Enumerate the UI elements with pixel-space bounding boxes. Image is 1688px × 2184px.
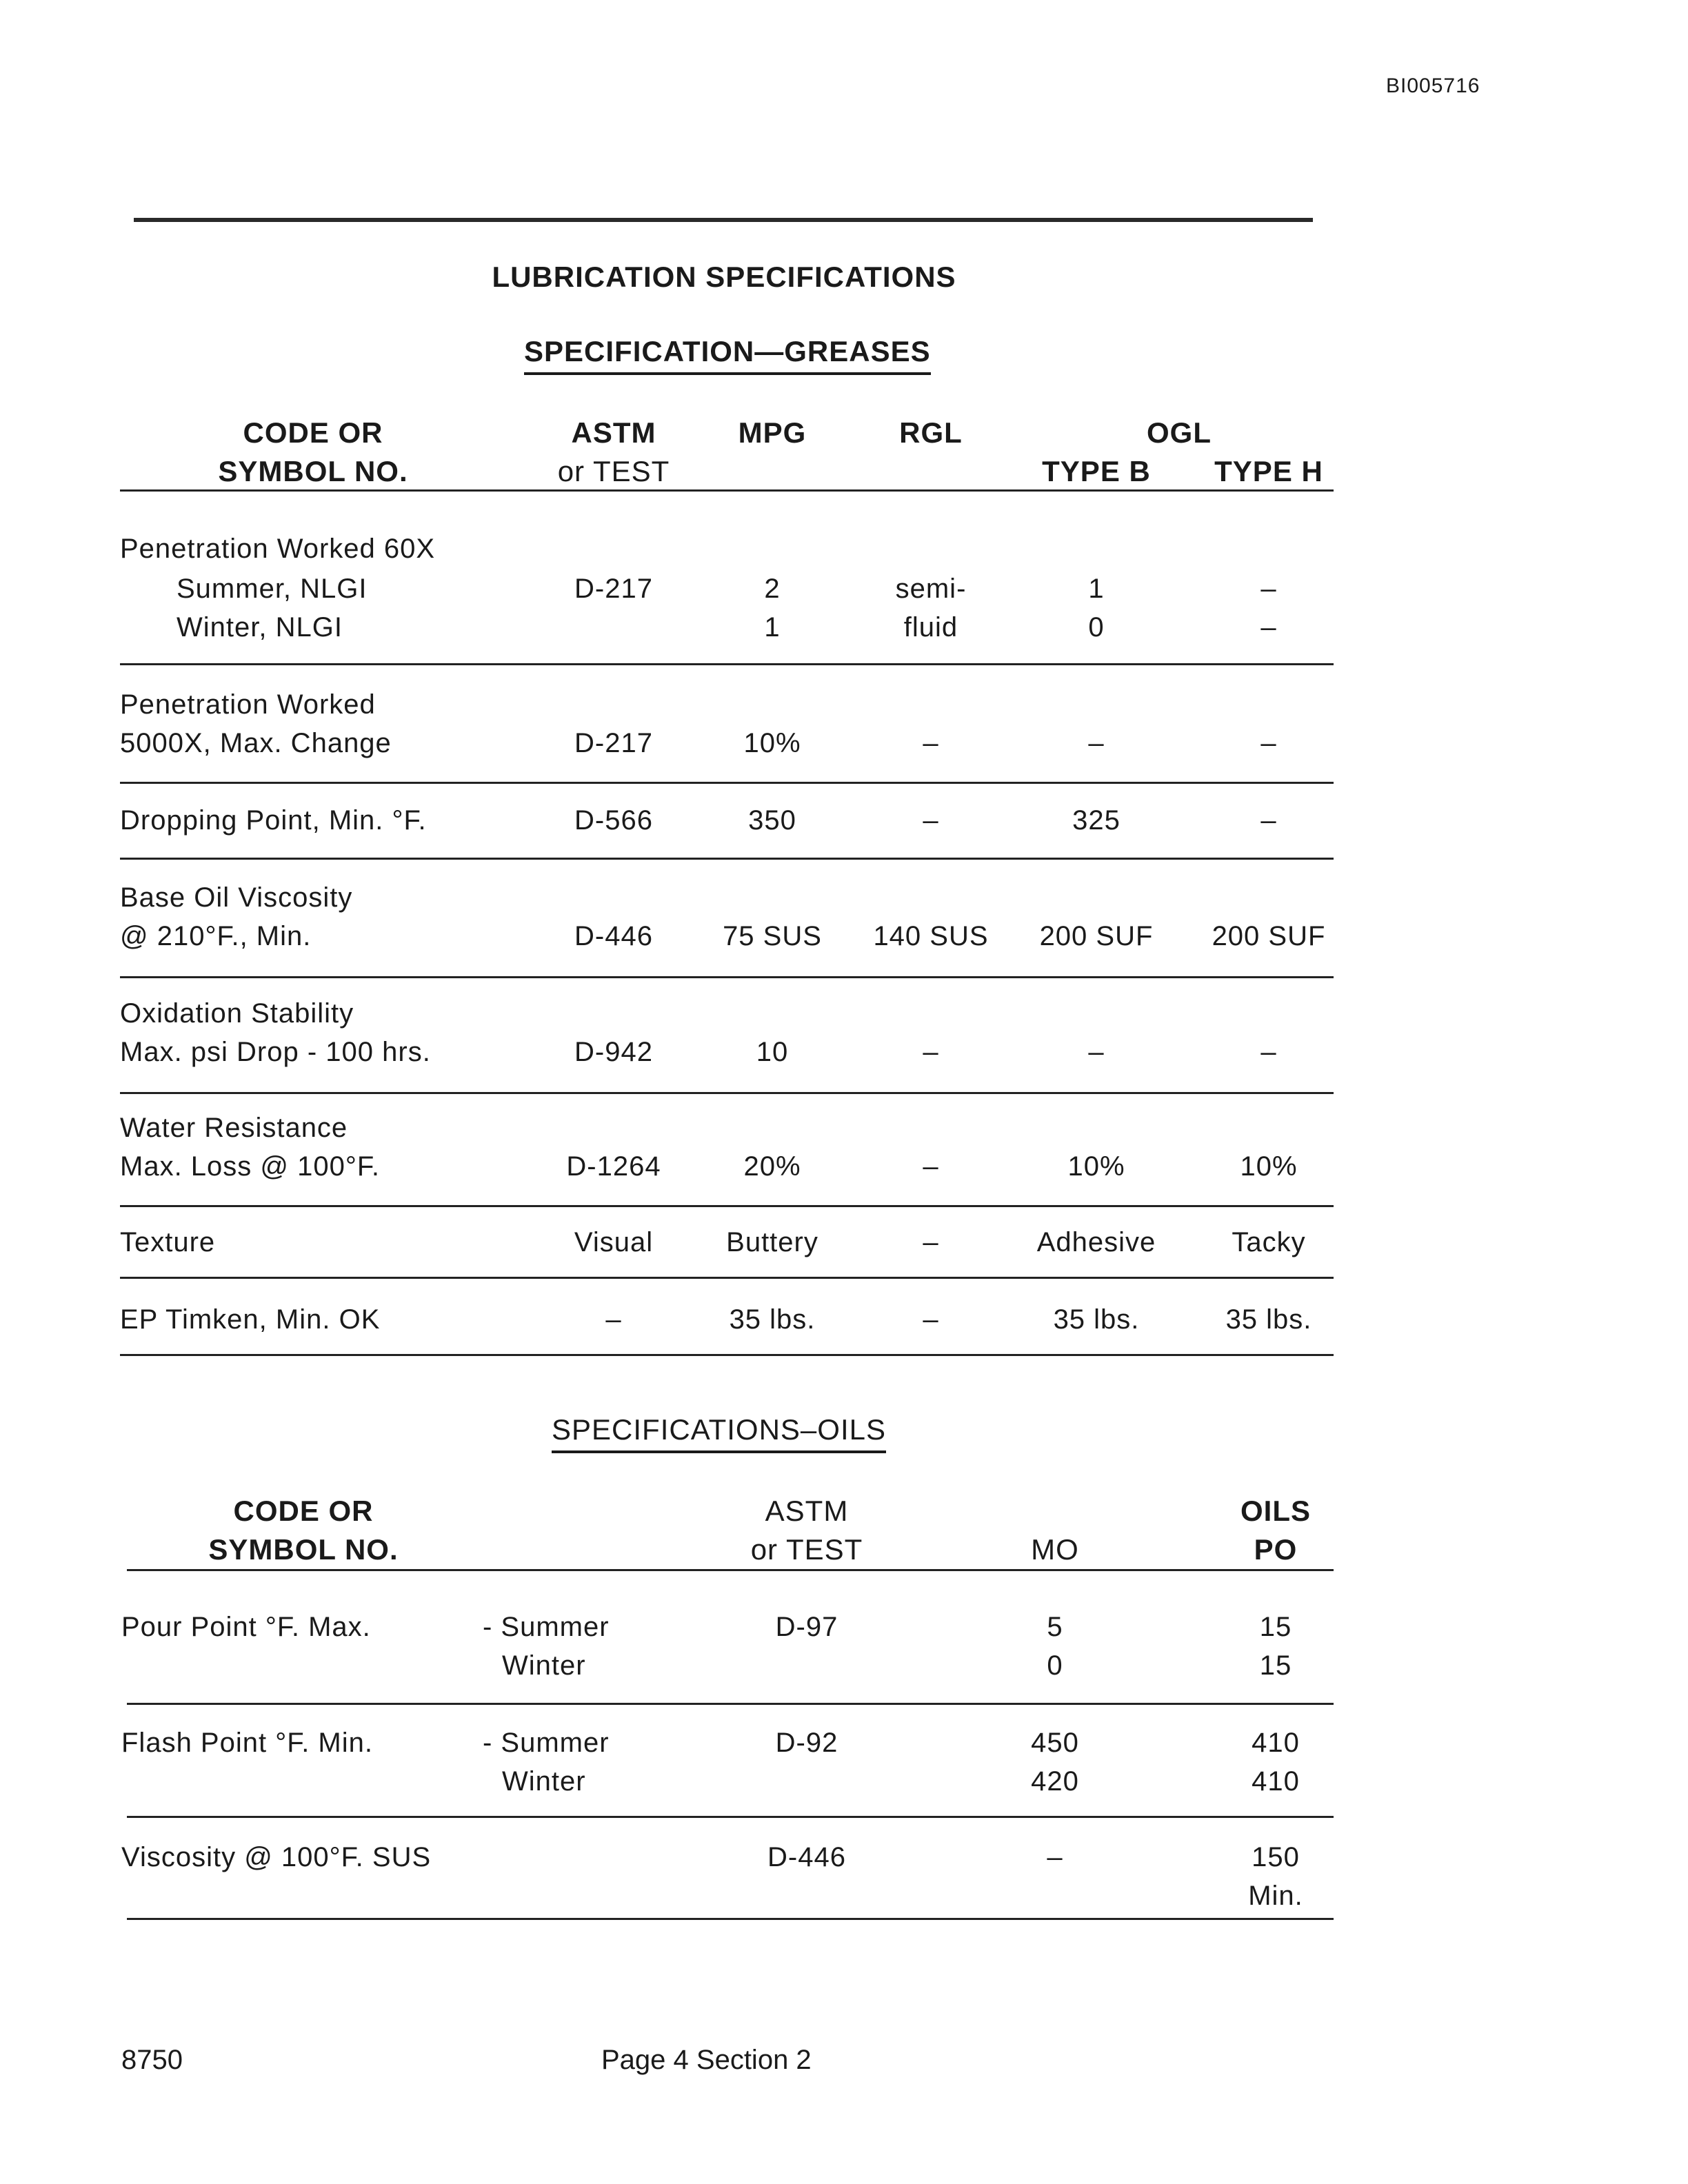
table-row-sublabel: Winter, NLGI [177,612,343,643]
table-cell-type-h: – [1260,728,1277,758]
table-cell-mo: – [1047,1842,1063,1872]
table-cell-po: 15 [1259,1650,1292,1681]
greases-header-rule [120,489,1334,492]
table-cell-astm: D-1264 [566,1151,661,1182]
table-cell-mpg: 10 [756,1037,789,1067]
table-cell-po: 410 [1252,1728,1300,1758]
table-cell-astm: D-446 [767,1842,846,1872]
table-cell-type-b: 200 SUF [1039,921,1154,951]
table-cell-astm: D-566 [574,805,653,836]
table-cell-mpg: 350 [748,805,796,836]
table-cell-mo: 5 [1047,1612,1063,1642]
oils-header-astm: ASTM or TEST [750,1495,863,1566]
oils-header-mo: MO [1031,1533,1079,1566]
oils-header-oils: OILS [1240,1495,1311,1527]
table-row-label: Max. psi Drop - 100 hrs. [120,1037,431,1067]
table-cell-po: Min. [1248,1881,1303,1911]
table-cell-astm: – [605,1304,622,1335]
table-cell-mpg: 35 lbs. [729,1304,816,1335]
table-cell-rgl: – [923,1304,939,1335]
table-row-label: Oxidation Stability [120,998,354,1029]
table-cell-type-h: – [1260,1037,1277,1067]
table-cell-type-h: – [1260,805,1277,836]
row-rule [127,1703,1334,1705]
table-row-label: Viscosity @ 100°F. SUS [121,1842,432,1872]
row-rule [120,1205,1334,1207]
row-rule [120,858,1334,860]
row-rule [120,1277,1334,1279]
table-cell-type-h: – [1260,612,1277,643]
table-row-label: Pour Point °F. Max. [121,1612,371,1642]
table-cell-type-h: Tacky [1232,1227,1306,1257]
table-cell-mpg: 20% [743,1151,801,1182]
table-cell-rgl: – [923,1037,939,1067]
table-row-label: @ 210°F., Min. [120,921,312,951]
table-cell-type-b: 325 [1072,805,1121,836]
table-cell-type-h: 200 SUF [1212,921,1326,951]
table-cell-rgl: – [923,1227,939,1257]
table-cell-type-b: 0 [1088,612,1105,643]
table-cell-type-b: – [1088,1037,1105,1067]
table-row-label: Max. Loss @ 100°F. [120,1151,380,1182]
table-cell-mo: 450 [1031,1728,1079,1758]
table-cell-astm: D-446 [574,921,653,951]
footer-doc-number: 8750 [121,2045,183,2075]
table-row-label: EP Timken, Min. OK [120,1304,381,1335]
table-cell-astm: D-97 [775,1612,838,1642]
table-cell-astm: D-942 [574,1037,653,1067]
table-cell-mpg: Buttery [726,1227,818,1257]
row-rule [127,1918,1334,1920]
table-cell-type-b: 35 lbs. [1053,1304,1140,1335]
greases-header-rgl: RGL [899,416,963,449]
oils-header-po: PO [1254,1533,1298,1566]
oils-header-rule [127,1569,1334,1571]
table-row-label: Water Resistance [120,1113,348,1143]
table-cell-po: 15 [1259,1612,1292,1642]
greases-header-ogl: OGL [1147,416,1212,449]
table-row-sublabel: - Summer [483,1728,610,1758]
table-cell-astm: Visual [574,1227,654,1257]
greases-header-mpg: MPG [738,416,807,449]
row-rule [120,976,1334,978]
document-id: BI005716 [1386,74,1480,97]
table-cell-mo: 420 [1031,1766,1079,1797]
table-row-label: Texture [120,1227,216,1257]
table-row-label: Base Oil Viscosity [120,882,353,913]
table-cell-mo: 0 [1047,1650,1063,1681]
table-cell-rgl: – [923,1151,939,1182]
table-row-sublabel: Summer, NLGI [177,574,368,604]
page-title: LUBRICATION SPECIFICATIONS [492,261,956,293]
row-rule [127,1816,1334,1818]
table-cell-type-b: – [1088,728,1105,758]
table-row-sublabel: - Summer [483,1612,610,1642]
row-rule [120,782,1334,784]
greases-header-type-b: TYPE B [1042,455,1151,487]
table-cell-type-b: 10% [1067,1151,1125,1182]
greases-header-code: CODE OR SYMBOL NO. [218,416,408,487]
table-cell-mpg: 1 [764,612,781,643]
table-cell-rgl: 140 SUS [873,921,989,951]
table-cell-rgl: – [923,728,939,758]
table-row-label: Penetration Worked 60X [120,534,436,564]
greases-subtitle: SPECIFICATION—GREASES [524,335,931,375]
row-rule [120,1092,1334,1094]
table-row-label: Penetration Worked [120,689,376,720]
table-cell-po: 410 [1252,1766,1300,1797]
row-rule [120,1354,1334,1356]
row-rule [120,663,1334,665]
table-row-label: Dropping Point, Min. °F. [120,805,427,836]
table-cell-type-b: 1 [1088,574,1105,604]
table-cell-type-h: 35 lbs. [1225,1304,1312,1335]
table-cell-type-b: Adhesive [1036,1227,1156,1257]
footer-page-number: Page 4 Section 2 [601,2045,812,2075]
table-cell-rgl: – [923,805,939,836]
oils-subtitle: SPECIFICATIONS–OILS [552,1413,886,1453]
table-row-sublabel: Winter [502,1766,586,1797]
top-rule [134,218,1313,222]
table-cell-mpg: 10% [743,728,801,758]
table-cell-rgl: semi- [895,574,967,604]
table-cell-type-h: – [1260,574,1277,604]
table-row-sublabel: Winter [502,1650,586,1681]
greases-header-type-h: TYPE H [1214,455,1323,487]
table-cell-rgl: fluid [903,612,958,643]
table-cell-astm: D-217 [574,728,653,758]
table-cell-type-h: 10% [1240,1151,1298,1182]
table-cell-astm: D-92 [775,1728,838,1758]
oils-header-code: CODE OR SYMBOL NO. [208,1495,399,1566]
table-cell-mpg: 2 [764,574,781,604]
greases-header-astm: ASTM or TEST [557,416,670,487]
table-row-label: Flash Point °F. Min. [121,1728,373,1758]
table-row-label: 5000X, Max. Change [120,728,392,758]
table-cell-astm: D-217 [574,574,653,604]
table-cell-po: 150 [1252,1842,1300,1872]
table-cell-mpg: 75 SUS [723,921,822,951]
